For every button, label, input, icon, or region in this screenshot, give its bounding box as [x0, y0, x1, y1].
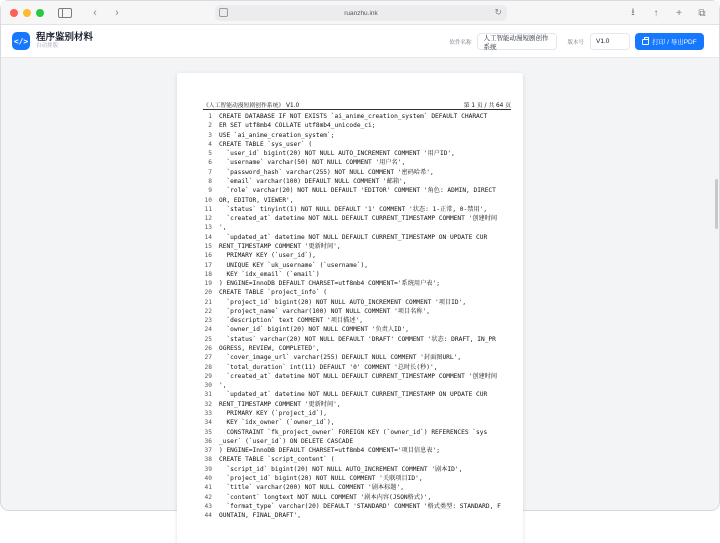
- line-number: 44: [204, 512, 212, 520]
- code-line: [201, 131, 513, 140]
- line-number: 34: [204, 419, 212, 427]
- line-text: `title` varchar(200) NOT NULL COMMENT '剧本标题',: [219, 484, 404, 492]
- line-text: ) ENGINE=InnoDB DEFAULT CHARSET=utf8mb4 COMMENT='项目信息表';: [219, 447, 440, 455]
- line-number: 3: [208, 131, 212, 139]
- line-text: PRIMARY KEY (`project_id`),: [219, 410, 328, 417]
- line-number: 25: [204, 335, 212, 343]
- line-number: 26: [204, 345, 212, 353]
- line-text: CREATE TABLE `sys_user` (: [219, 140, 313, 148]
- line-number: 15: [204, 242, 212, 250]
- code-line: [201, 483, 513, 492]
- code-line: [201, 316, 513, 325]
- line-number: 38: [204, 456, 212, 464]
- line-text: `created_at` datetime NOT NULL DEFAULT CURRENT_TIMESTAMP COMMENT '创建时间: [219, 215, 498, 223]
- code-line: [201, 233, 513, 242]
- line-number: 36: [204, 437, 212, 445]
- line-text: `description` text COMMENT '项目描述',: [219, 317, 363, 325]
- line-text: USE `ai_anime_creation_system`;: [219, 131, 335, 139]
- document-viewport[interactable]: [1, 59, 719, 520]
- line-number: 9: [208, 187, 212, 195]
- line-text: `user_id` bigint(20) NOT NULL AUTO_INCREMENT COMMENT '用户ID',: [219, 150, 455, 158]
- line-text: `username` varchar(50) NOT NULL COMMENT '用户名',: [219, 159, 406, 167]
- code-line: [201, 186, 513, 195]
- line-number: 2: [208, 122, 212, 130]
- code-line: [201, 279, 513, 288]
- scrollbar[interactable]: [715, 179, 718, 229]
- back-arrow-icon[interactable]: ‹: [93, 6, 97, 19]
- software-name-label: 软件名称: [449, 39, 472, 46]
- line-number: 30: [204, 382, 212, 390]
- code-listing: [201, 112, 513, 520]
- code-line: [201, 325, 513, 334]
- code-line: [201, 372, 513, 381]
- line-number: 18: [204, 270, 212, 278]
- line-number: 42: [204, 493, 212, 501]
- line-text: `owner_id` bigint(20) NOT NULL COMMENT '负责人ID',: [219, 326, 409, 334]
- code-line: [201, 242, 513, 251]
- line-number: 11: [204, 205, 212, 213]
- line-text: RENT_TIMESTAMP COMMENT '更新时间',: [219, 242, 341, 250]
- code-line: [201, 418, 513, 427]
- new-tab-icon[interactable]: +: [676, 7, 682, 19]
- code-line: [201, 298, 513, 307]
- line-text: `status` varchar(20) NOT NULL DEFAULT 'DRAFT' COMMENT '状态: DRAFT, IN_PR: [219, 335, 496, 343]
- code-line: [201, 400, 513, 409]
- code-line: [201, 177, 513, 186]
- forward-arrow-icon[interactable]: ›: [115, 6, 119, 19]
- line-number: 29: [204, 372, 212, 380]
- line-text: `content` longtext NOT NULL COMMENT '剧本内容(JSON格式)',: [219, 493, 432, 501]
- share-icon[interactable]: ↑: [653, 7, 659, 19]
- code-line: [201, 353, 513, 362]
- close-window-button[interactable]: [10, 9, 18, 17]
- line-number: 21: [204, 298, 212, 306]
- code-line: [201, 288, 513, 297]
- line-text: `updated_at` datetime NOT NULL DEFAULT CURRENT_TIMESTAMP ON UPDATE CUR: [219, 233, 488, 241]
- line-number: 28: [204, 363, 212, 371]
- line-number: 33: [204, 410, 212, 417]
- address-bar[interactable]: [215, 5, 507, 21]
- app-subtitle: 自动排版: [36, 43, 59, 49]
- line-number: 32: [204, 400, 212, 408]
- page-number: 第 1 页 / 共 64 页: [463, 103, 511, 109]
- code-line: [201, 223, 513, 232]
- code-line: [201, 168, 513, 177]
- code-line: [201, 214, 513, 223]
- line-text: UNIQUE KEY `uk_username` (`username`),: [219, 261, 369, 269]
- line-number: 7: [208, 168, 212, 176]
- code-line: [201, 205, 513, 214]
- code-line: [201, 428, 513, 437]
- line-text: ) ENGINE=InnoDB DEFAULT CHARSET=utf8mb4 COMMENT='系统用户表';: [219, 280, 440, 288]
- sidebar-toggle-icon[interactable]: [58, 8, 72, 18]
- line-number: 12: [204, 215, 212, 223]
- code-line: [201, 511, 513, 520]
- line-number: 31: [204, 391, 212, 399]
- code-line: [201, 437, 513, 446]
- line-number: 13: [204, 224, 212, 232]
- line-number: 19: [204, 280, 212, 288]
- zoom-window-button[interactable]: [36, 9, 44, 17]
- line-text: ',: [219, 224, 227, 232]
- minimize-window-button[interactable]: [23, 9, 31, 17]
- code-line: [201, 149, 513, 158]
- line-number: 23: [204, 317, 212, 325]
- code-line: [201, 251, 513, 260]
- code-line: [201, 261, 513, 270]
- address-url: ruanzhu.ink: [344, 9, 378, 17]
- line-text: `project_name` varchar(100) NOT NULL COMMENT '项目名称',: [219, 307, 431, 315]
- line-number: 17: [204, 261, 212, 269]
- code-line: [201, 390, 513, 399]
- line-number: 24: [204, 326, 212, 334]
- code-line: [201, 474, 513, 483]
- download-icon[interactable]: ⭳: [631, 6, 635, 18]
- brand: [36, 32, 93, 50]
- page-settings-icon[interactable]: [219, 8, 228, 17]
- line-text: KEY `idx_owner` (`owner_id`),: [219, 419, 335, 427]
- code-line: [201, 121, 513, 130]
- line-text: OR, EDITOR, VIEWER',: [219, 196, 294, 204]
- line-text: CREATE TABLE `project_info` (: [219, 289, 328, 297]
- code-line: [201, 270, 513, 279]
- line-text: ER SET utf8mb4 COLLATE utf8mb4_unicode_ci;: [219, 122, 376, 130]
- code-line: [201, 493, 513, 502]
- line-number: 39: [204, 465, 212, 473]
- browser-actions: [626, 6, 709, 20]
- line-text: PRIMARY KEY (`user_id`),: [219, 252, 316, 260]
- line-number: 22: [204, 307, 212, 315]
- line-text: CONSTRAINT `fk_project_owner` FOREIGN KEY (`owner_id`) REFERENCES `sys: [219, 428, 488, 436]
- code-line: [201, 465, 513, 474]
- line-number: 4: [208, 140, 212, 148]
- line-text: `project_id` bigint(20) NOT NULL AUTO_INCREMENT COMMENT '项目ID',: [219, 298, 467, 306]
- reload-icon[interactable]: ↻: [494, 7, 502, 17]
- code-line: [201, 409, 513, 418]
- line-text: _user` (`user_id`) ON DELETE CASCADE: [219, 437, 354, 445]
- line-text: `project_id` bigint(20) NOT NULL COMMENT '关联项目ID',: [219, 474, 423, 482]
- export-pdf-label: 打印 / 导出PDF: [652, 39, 697, 46]
- app-header: [1, 25, 719, 58]
- code-line: [201, 335, 513, 344]
- line-number: 8: [208, 177, 212, 185]
- code-line: [201, 381, 513, 390]
- line-text: ',: [219, 382, 227, 390]
- code-line: [201, 158, 513, 167]
- line-number: 6: [208, 159, 212, 167]
- line-text: `format_type` varchar(20) DEFAULT 'STANDARD' COMMENT '格式类型: STANDARD, F: [219, 502, 501, 510]
- line-number: 35: [204, 428, 212, 436]
- code-line: [201, 196, 513, 205]
- line-number: 20: [204, 289, 212, 297]
- version-label: 版本号: [567, 39, 584, 46]
- line-text: `role` varchar(20) NOT NULL DEFAULT 'EDITOR' COMMENT '角色: ADMIN, DIRECT: [219, 187, 496, 195]
- document-page: [177, 73, 523, 543]
- line-text: `total_duration` int(11) DEFAULT '0' COMMENT '总时长(秒)',: [219, 363, 438, 371]
- line-number: 40: [204, 474, 212, 482]
- line-text: OGRESS, REVIEW, COMPLETED',: [219, 345, 320, 353]
- header-divider: [203, 109, 511, 110]
- line-text: `email` varchar(100) DEFAULT NULL COMMENT '邮箱',: [219, 177, 407, 185]
- line-text: CREATE TABLE `script_content` (: [219, 456, 335, 464]
- line-number: 5: [208, 150, 212, 158]
- code-line: [201, 446, 513, 455]
- code-line: [201, 307, 513, 316]
- code-line: [201, 502, 513, 511]
- code-line: [201, 112, 513, 121]
- software-name-input[interactable]: 人工智能动漫短剧创作系统: [477, 33, 557, 50]
- code-line: [201, 140, 513, 149]
- line-text: OUNTAIN, FINAL_DRAFT',: [219, 512, 301, 520]
- code-line: [201, 363, 513, 372]
- printer-icon: [642, 39, 649, 45]
- browser-toolbar: [1, 1, 719, 25]
- line-number: 16: [204, 252, 212, 260]
- line-text: `script_id` bigint(20) NOT NULL AUTO_INCREMENT COMMENT '剧本ID',: [219, 465, 463, 473]
- line-number: 41: [204, 484, 212, 492]
- line-text: `status` tinyint(1) NOT NULL DEFAULT '1' COMMENT '状态: 1-正常, 0-禁用',: [219, 205, 488, 213]
- line-number: 43: [204, 502, 212, 510]
- code-line: [201, 455, 513, 464]
- code-line: [201, 344, 513, 353]
- code-logo-icon: </>: [12, 32, 30, 50]
- window-controls: [10, 9, 44, 17]
- line-number: 14: [204, 233, 212, 241]
- line-text: `password_hash` varchar(255) NOT NULL COMMENT '密码哈希',: [219, 168, 434, 176]
- line-text: CREATE DATABASE IF NOT EXISTS `ai_anime_creation_system` DEFAULT CHARACT: [219, 113, 488, 120]
- line-text: `created_at` datetime NOT NULL DEFAULT CURRENT_TIMESTAMP COMMENT '创建时间: [219, 372, 498, 380]
- nav-arrows: [88, 6, 124, 20]
- version-input[interactable]: V1.0: [590, 33, 630, 50]
- line-number: 10: [204, 196, 212, 204]
- line-number: 27: [204, 354, 212, 362]
- app-title: 程序鉴别材料: [36, 32, 94, 43]
- document-title: 《人工智能动漫短剧创作系统》 V1.0: [203, 103, 300, 109]
- line-text: `cover_image_url` varchar(255) DEFAULT NULL COMMENT '封面图URL',: [219, 354, 462, 362]
- line-number: 37: [204, 447, 212, 455]
- line-text: `updated_at` datetime NOT NULL DEFAULT CURRENT_TIMESTAMP ON UPDATE CUR: [219, 391, 488, 399]
- export-pdf-button[interactable]: [635, 33, 704, 50]
- line-text: KEY `idx_email` (`email`): [219, 270, 320, 278]
- header-fields: [449, 25, 704, 58]
- line-text: RENT_TIMESTAMP COMMENT '更新时间',: [219, 400, 341, 408]
- tab-overview-icon[interactable]: ⧉: [698, 7, 706, 19]
- line-number: 1: [208, 113, 212, 120]
